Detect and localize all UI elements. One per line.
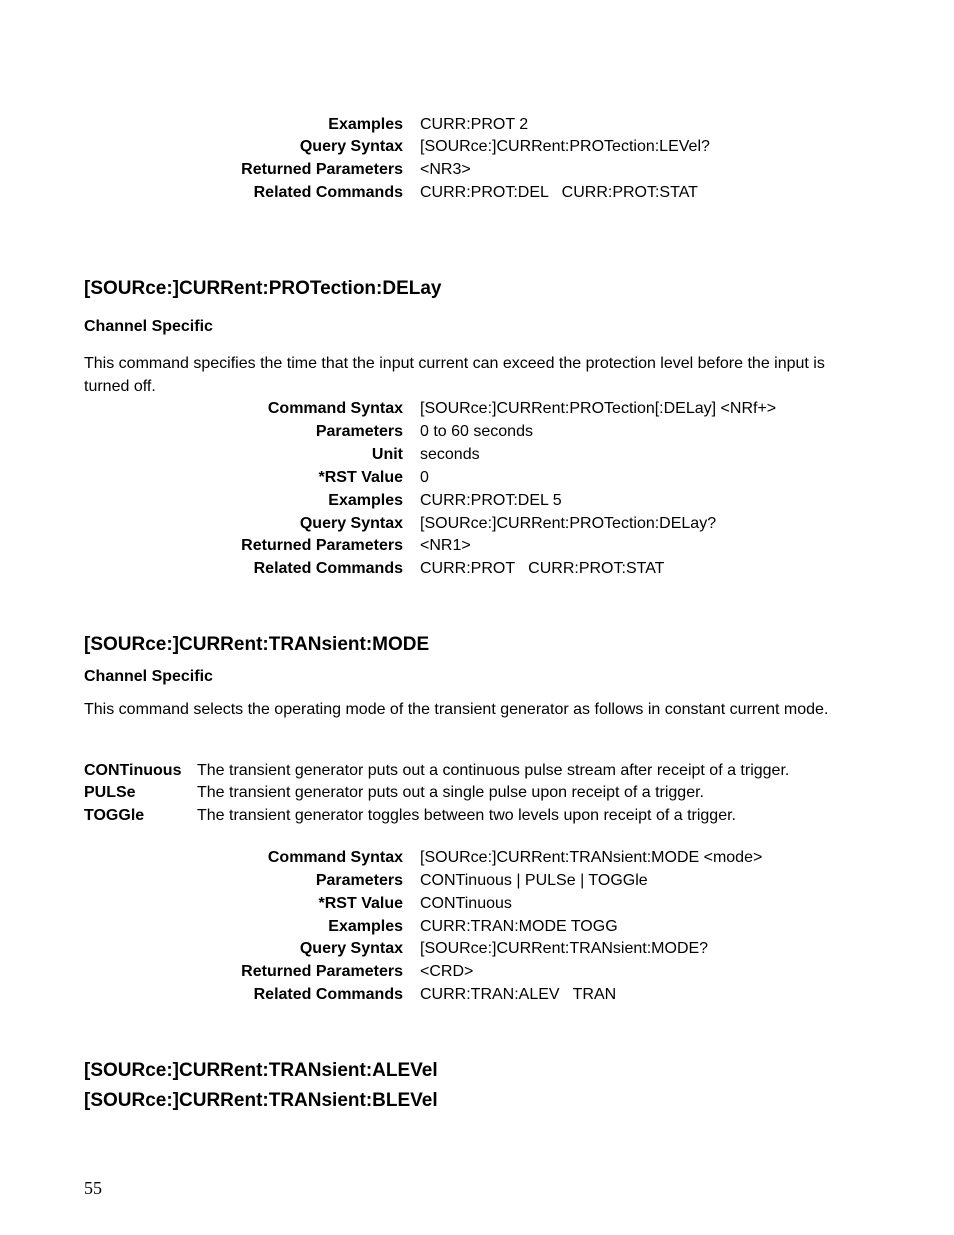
row-value: <NR1> (420, 537, 471, 554)
page-number: 55 (84, 1178, 102, 1198)
row-value: seconds (420, 446, 480, 463)
row-key: *RST Value (318, 895, 403, 912)
row-value: <NR3> (420, 161, 471, 178)
row-key: Command Syntax (267, 400, 403, 417)
row-key: Related Commands (253, 184, 403, 201)
table-row (0, 846, 954, 869)
table-row (0, 397, 954, 420)
row-key: Unit (371, 446, 403, 463)
mode-name: PULSe (84, 784, 136, 801)
table-row (0, 443, 954, 466)
table-row (0, 937, 954, 960)
mode-description: The transient generator puts out a continuous pulse stream after receipt of a trigger. (197, 762, 790, 779)
list-item (0, 759, 954, 782)
table-row (0, 557, 954, 580)
mode-description: The transient generator toggles between two levels upon receipt of a trigger. (197, 807, 736, 824)
section-heading: [SOURce:]CURRent:TRANsient:MODE (84, 634, 430, 655)
section-description: This command selects the operating mode of the transient generator as follows in constant current mode. (84, 701, 829, 718)
table-row (0, 420, 954, 443)
table-row (0, 892, 954, 915)
row-value: CURR:PROT CURR:PROT:STAT (420, 560, 665, 577)
row-key: *RST Value (318, 469, 403, 486)
row-key: Returned Parameters (241, 537, 403, 554)
row-key: Returned Parameters (241, 963, 403, 980)
table-row (0, 135, 954, 158)
mode-name: TOGGle (84, 807, 145, 824)
row-key: Related Commands (253, 986, 403, 1003)
row-key: Returned Parameters (241, 161, 403, 178)
row-key: Query Syntax (299, 940, 403, 957)
row-key: Parameters (315, 872, 403, 889)
section-description: This command specifies the time that the input current can exceed the protection level before the input is turned off. (84, 355, 825, 395)
row-value: [SOURce:]CURRent:PROTection:LEVel? (420, 138, 710, 155)
table-row (0, 113, 954, 136)
row-value: CONTinuous (420, 895, 512, 912)
row-value: CURR:TRAN:MODE TOGG (420, 918, 618, 935)
row-key: Query Syntax (299, 138, 403, 155)
table-row (0, 158, 954, 181)
row-value: <CRD> (420, 963, 474, 980)
row-value: CURR:TRAN:ALEV TRAN (420, 986, 617, 1003)
row-value: CURR:PROT 2 (420, 116, 529, 133)
row-value: [SOURce:]CURRent:TRANsient:MODE <mode> (420, 849, 763, 866)
table-row (0, 983, 954, 1006)
row-value: [SOURce:]CURRent:PROTection:DELay? (420, 515, 717, 532)
table-row (0, 534, 954, 557)
table-row (0, 181, 954, 204)
row-key: Parameters (315, 423, 403, 440)
row-key: Examples (328, 918, 403, 935)
list-item (0, 781, 954, 804)
list-item (0, 804, 954, 827)
table-row (0, 915, 954, 938)
section-heading: [SOURce:]CURRent:PROTection:DELay (84, 278, 442, 299)
section-subheading: Channel Specific (84, 318, 213, 335)
row-key: Examples (328, 492, 403, 509)
row-value: [SOURce:]CURRent:PROTection[:DELay] <NRf+> (420, 400, 777, 417)
mode-description: The transient generator puts out a single pulse upon receipt of a trigger. (197, 784, 704, 801)
row-key: Command Syntax (267, 849, 403, 866)
section-subheading: Channel Specific (84, 668, 213, 685)
row-value: [SOURce:]CURRent:TRANsient:MODE? (420, 940, 709, 957)
table-row (0, 512, 954, 535)
row-key: Related Commands (253, 560, 403, 577)
row-value: 0 (420, 469, 429, 486)
section-heading: [SOURce:]CURRent:TRANsient:BLEVel (84, 1090, 438, 1111)
table-row (0, 960, 954, 983)
table-row (0, 869, 954, 892)
row-value: CURR:PROT:DEL 5 (420, 492, 562, 509)
row-key: Examples (328, 116, 403, 133)
row-value: CURR:PROT:DEL CURR:PROT:STAT (420, 184, 698, 201)
row-key: Query Syntax (299, 515, 403, 532)
table-row (0, 466, 954, 489)
row-value: CONTinuous | PULSe | TOGGle (420, 872, 648, 889)
row-value: 0 to 60 seconds (420, 423, 533, 440)
table-row (0, 489, 954, 512)
section-heading: [SOURce:]CURRent:TRANsient:ALEVel (84, 1060, 438, 1081)
mode-name: CONTinuous (84, 762, 182, 779)
